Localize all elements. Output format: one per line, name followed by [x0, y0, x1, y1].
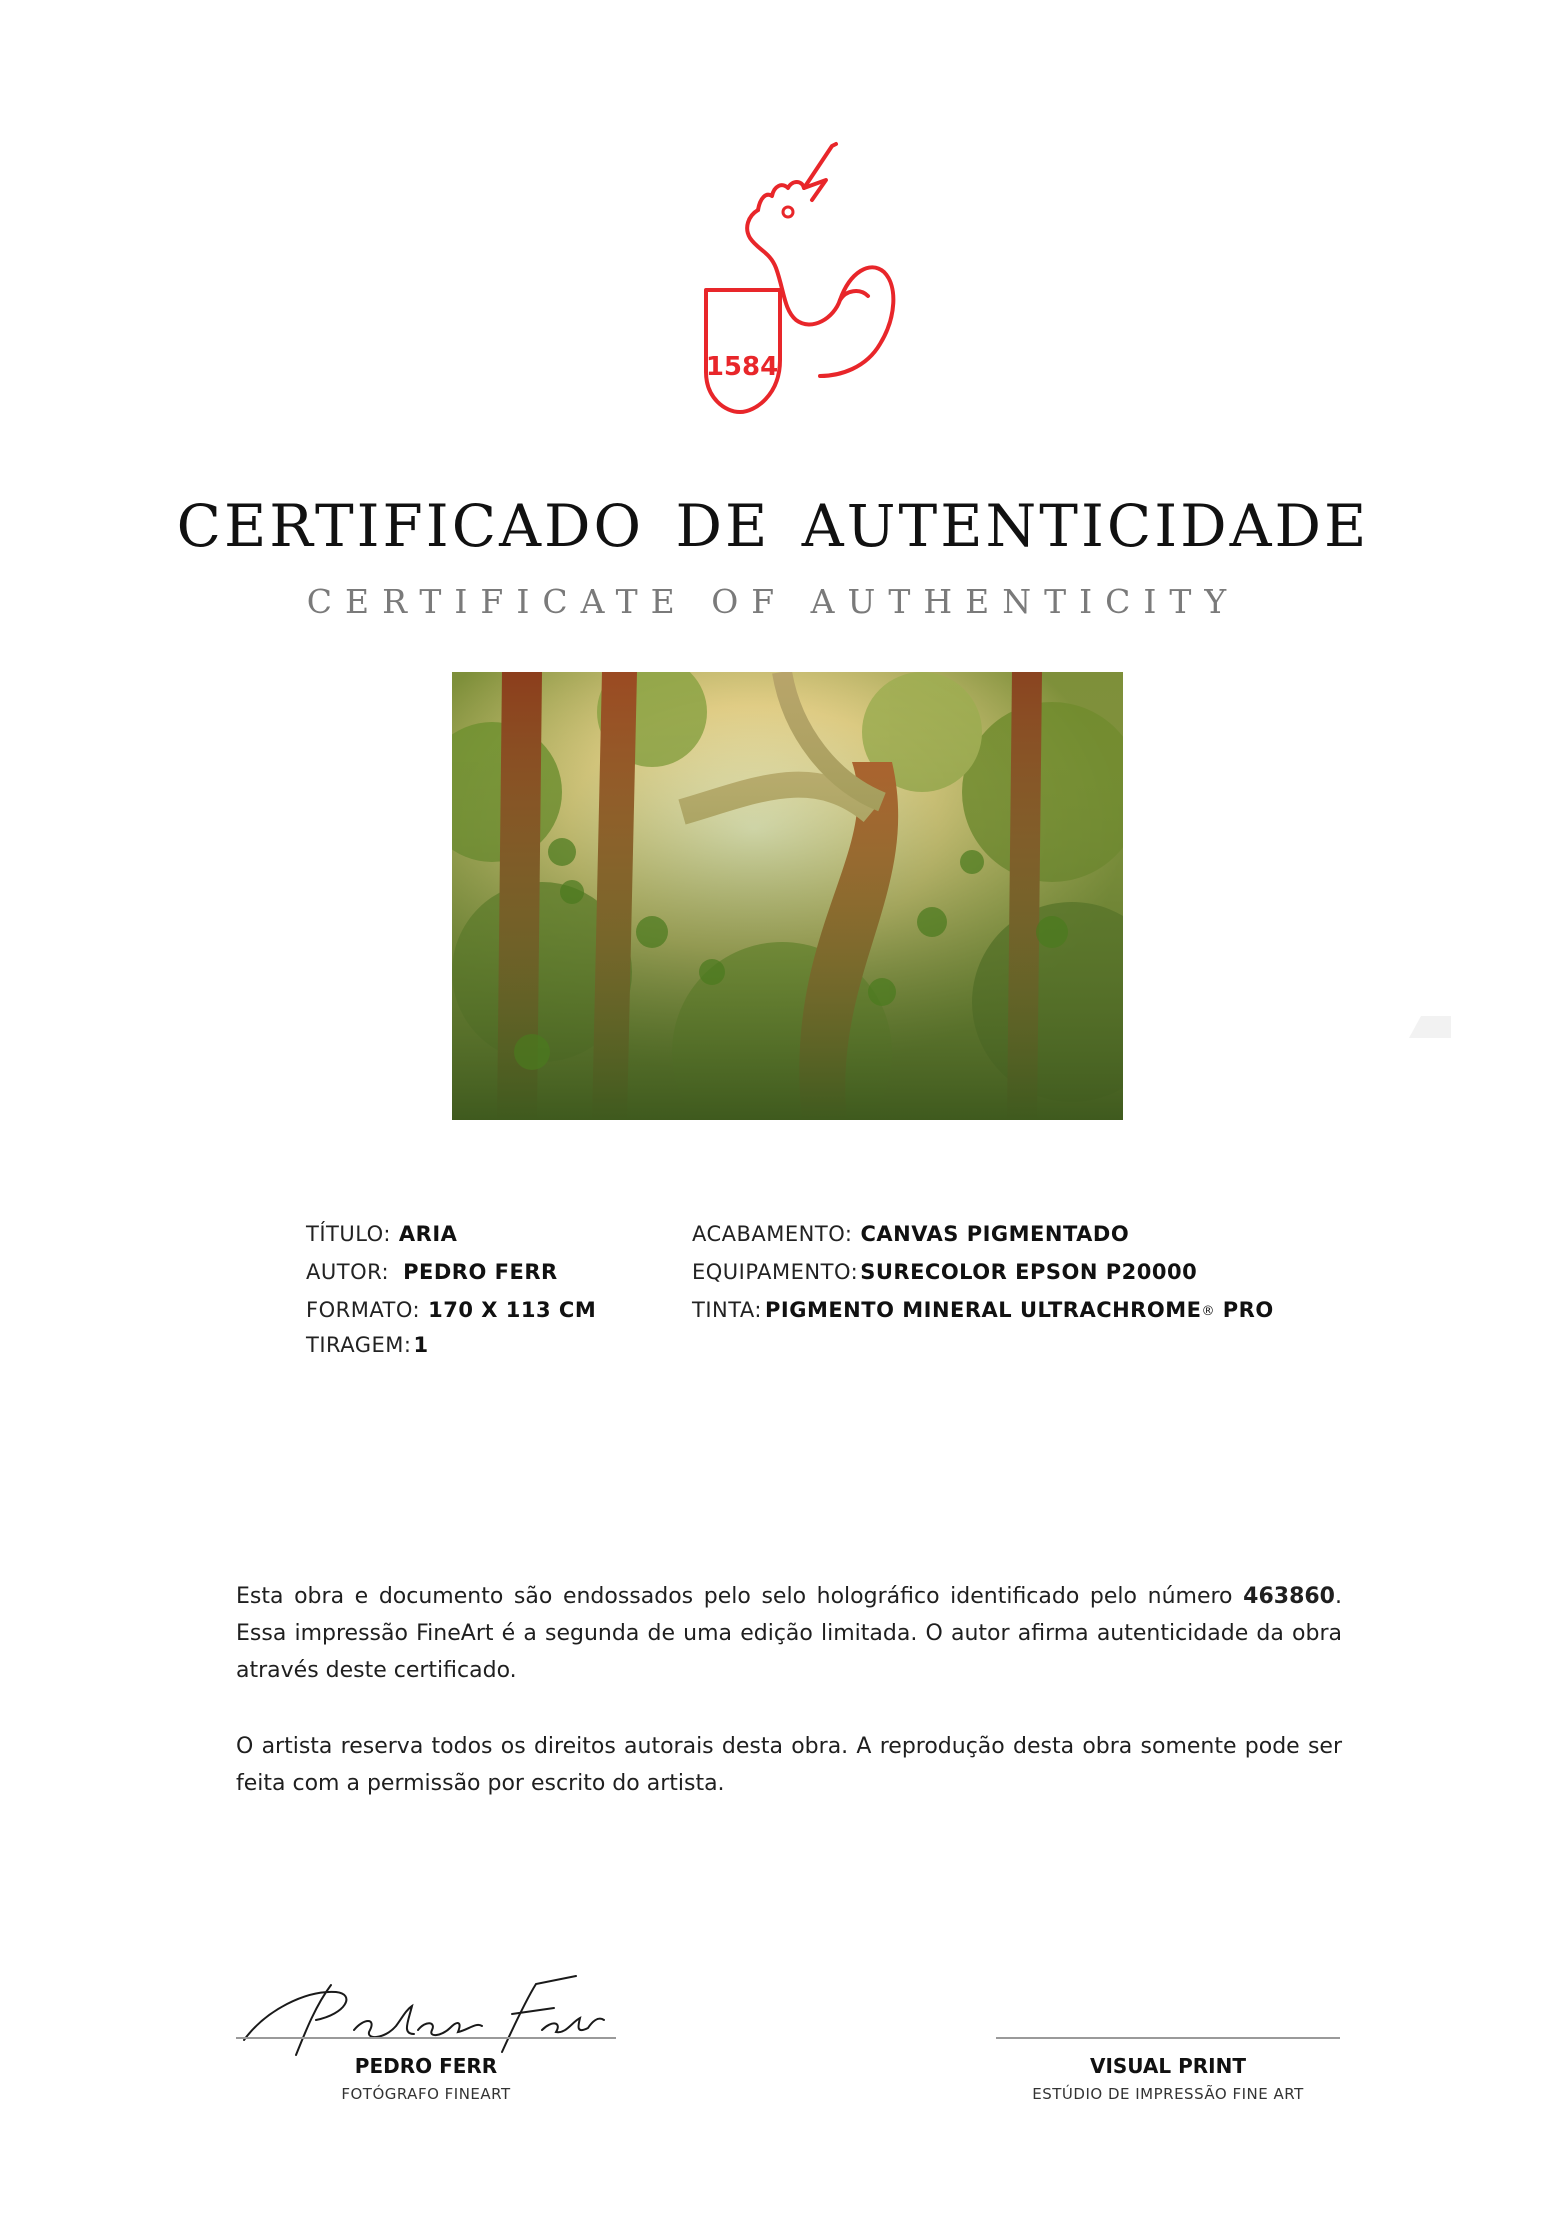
handwritten-signature-icon: [236, 1970, 626, 2060]
copyright-paragraph: O artista reserva todos os direitos autorais desta obra. A reprodução desta obra somente pode ser feita com a permissão por escrito do artista.: [236, 1734, 1342, 1796]
signature-line-right: [996, 2037, 1340, 2039]
spec-format: FORMATO: 170 X 113 CM: [306, 1298, 597, 1322]
artwork-photo: [452, 672, 1123, 1120]
forest-photograph-icon: [452, 672, 1123, 1120]
certificate-title-pt: CERTIFICADO DE AUTENTICIDADE: [176, 492, 1370, 560]
authenticity-paragraph: Esta obra e documento são endossados pelo selo holográfico identificado pelo número 463860. Essa impressão FineArt é a segunda de uma edição limitada. O autor afirma autenticidade da obra através deste certificado.: [236, 1584, 1342, 1683]
spec-edition: TIRAGEM:1: [306, 1333, 429, 1357]
hologram-number: 463860: [1243, 1584, 1335, 1609]
spec-title: TÍTULO: ARIA: [306, 1222, 458, 1246]
signer-name-left: PEDRO FERR: [354, 2054, 498, 2078]
spec-equipment: EQUIPAMENTO:SURECOLOR EPSON P20000: [692, 1260, 1198, 1284]
logo-year: 1584: [705, 352, 779, 382]
signer-name-right: VISUAL PRINT: [1089, 2054, 1246, 2078]
watermark-icon: [1405, 1012, 1453, 1040]
spec-author: AUTOR: PEDRO FERR: [306, 1260, 558, 1284]
rooster-logo-icon: [700, 140, 920, 420]
certificate-title-en: CERTIFICATE OF AUTHENTICITY: [306, 582, 1240, 621]
spec-ink: TINTA: PIGMENTO MINERAL ULTRACHROME® PRO: [692, 1298, 1274, 1322]
signer-role-right: ESTÚDIO DE IMPRESSÃO FINE ART: [1032, 2085, 1304, 2103]
signer-role-left: FOTÓGRAFO FINEART: [341, 2085, 511, 2103]
signature-line-left: [236, 2037, 616, 2039]
spec-finish: ACABAMENTO: CANVAS PIGMENTADO: [692, 1222, 1130, 1246]
